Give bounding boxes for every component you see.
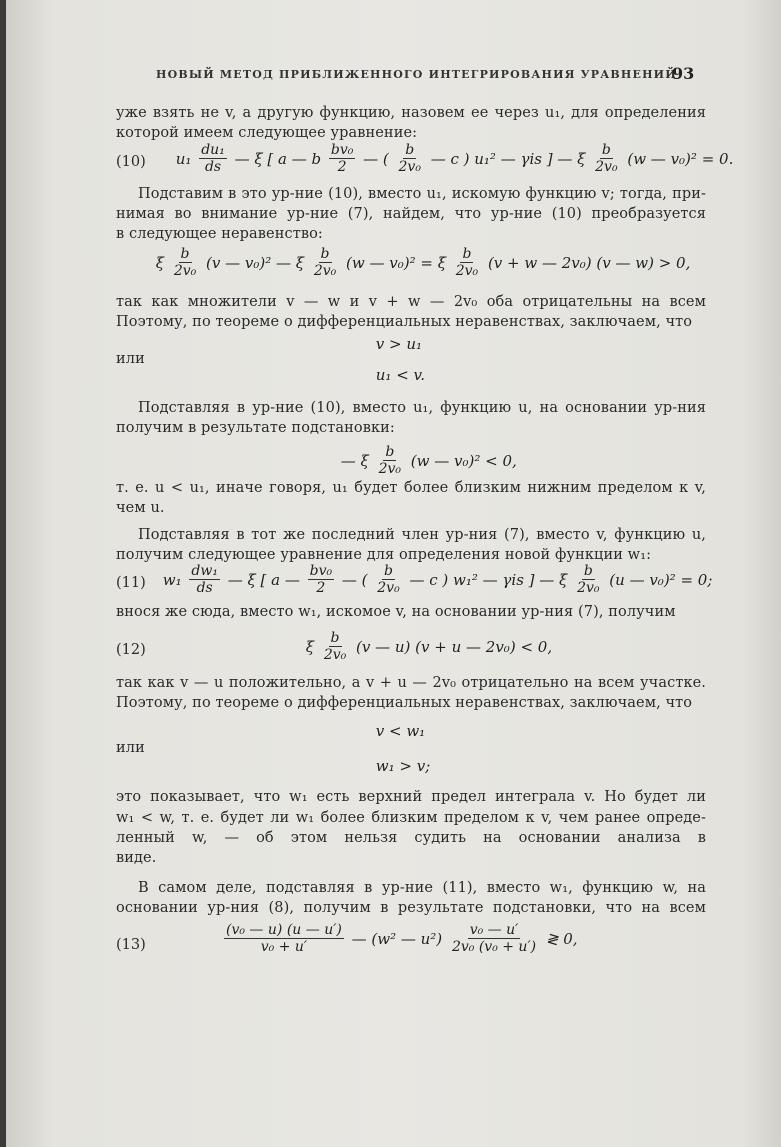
equation-13 [221,922,582,955]
text-line: в следующее неравенство: [116,226,323,242]
equation-term: (v — v₀)² — ξ [201,253,309,272]
equation-term: ≷ 0, [541,929,583,948]
inequality-2 [336,444,522,477]
fraction [329,142,355,175]
text-line: т. е. u < u₁, иначе говоря, u₁ будет более близким нижним пределом к v, [116,480,706,496]
fraction-numerator: b [405,142,415,158]
equation-number: (10) [116,154,146,170]
equation-term: v > u₁ [371,335,427,353]
equation-term: — ξ [ a — [222,570,305,589]
equation-term: u₁ [171,149,197,168]
fraction-denominator: v₀ + u′ [260,939,308,955]
text-line: так как v — u положительно, а v + u — 2v₀ отрицательно на всем участке. [116,675,706,691]
relation-w1-gt-v [371,757,435,775]
fraction-denominator: 2v₀ [173,263,197,279]
equation-11 [158,563,717,596]
fraction [450,922,538,955]
text-line: Поэтому, по теореме о дифференциальных неравенствах, заключаем, что [116,314,693,330]
equation-term: — c ) w₁² — γis ] — ξ [404,570,573,589]
text-line: получим в результате подстановки: [116,420,395,436]
text-line: В самом деле, подставляя в ур-ние (11), вместо w₁, функцию w, на [138,880,706,896]
equation-term: (w — v₀)² = ξ [341,253,451,272]
page-number: 93 [672,64,695,83]
text-line: чем u. [116,500,165,516]
equation-term: ξ [301,637,319,656]
fraction-numerator: du₁ [201,142,225,158]
equation-number: (12) [116,642,146,658]
fraction-numerator: v₀ — u′ [469,922,519,938]
equation-term: (w — v₀)² = 0. [622,149,739,168]
fraction-denominator: 2v₀ [377,580,400,596]
equation-term: v < w₁ [371,722,430,740]
text-line: w₁ < w, т. е. будет ли w₁ более близким пределом к v, чем ранее опреде- [116,810,706,826]
fraction [308,563,334,596]
fraction-denominator: 2 [316,580,326,596]
fraction-denominator: ds [204,159,222,175]
fraction [189,563,220,596]
text-line: получим следующее уравнение для определения новой функции w₁: [116,547,652,563]
equation-term: — ξ [336,451,374,470]
equation-term: — ξ [ a — b [229,149,326,168]
equation-12 [301,630,557,663]
fraction-numerator: bv₀ [309,563,333,579]
text-line: Подставляя в ур-ние (10), вместо u₁, функцию u, на основании ур-ния [138,400,706,416]
fraction [322,630,348,663]
fraction-numerator: b [583,563,593,579]
fraction [224,922,344,955]
running-title: НОВЫЙ МЕТОД ПРИБЛИЖЕННОГО ИНТЕГРИРОВАНИЯ УРАВНЕНИЙ [156,68,677,81]
fraction-numerator: bv₀ [330,142,354,158]
fraction [397,142,423,175]
fraction-denominator: 2v₀ [455,263,479,279]
text-line: или [116,351,145,367]
equation-term: — ( [337,570,373,589]
fraction-numerator: b [180,246,190,262]
fraction-denominator: 2v₀ [378,461,402,477]
equation-term: u₁ < v. [371,366,430,384]
fraction-numerator: b [462,246,472,262]
fraction-denominator: 2v₀ [577,580,600,596]
relation-v-lt-w1 [371,722,430,740]
fraction [575,563,601,596]
equation-term: (v + w — 2v₀) (v — w) > 0, [483,253,696,272]
fraction [199,142,227,175]
text-line: Поэтому, по теореме о дифференциальных неравенствах, заключаем, что [116,695,693,711]
equation-term: — ( [358,149,394,168]
relation-u1-lt-v [371,366,430,384]
equation-number: (13) [116,937,146,953]
text-line: уже взять не v, а другую функцию, назовем ее через u₁, для определения [116,105,706,121]
equation-term: w₁ [158,570,187,589]
fraction-denominator: 2v₀ [323,647,347,663]
fraction-denominator: 2v₀ [398,159,421,175]
fraction-denominator: 2v₀ [313,263,337,279]
fraction-numerator: b [601,142,611,158]
fraction-denominator: ds [196,580,213,596]
fraction [375,563,401,596]
text-line: которой имеем следующее уравнение: [116,125,418,141]
equation-number: (11) [116,575,146,591]
equation-term: — (w² — u²) [346,929,447,948]
text-line: это показывает, что w₁ есть верхний предел интеграла v. Но будет ли [116,789,706,805]
text-line: или [116,740,145,756]
text-line: нимая во внимание ур-ние (7), найдем, что ур-ние (10) преобразуется [116,206,706,222]
fraction-numerator: dw₁ [191,563,218,579]
equation-term: (w — v₀)² < 0, [406,451,522,470]
fraction-numerator: b [320,246,330,262]
text-line: основании ур-ния (8), получим в результате подстановки, что на всем [116,900,706,916]
fraction-numerator: b [330,630,340,646]
fraction-numerator: b [384,563,393,579]
equation-term: (v — u) (v + u — 2v₀) < 0, [351,637,557,656]
fraction-denominator: 2v₀ (v₀ + u′) [451,939,537,955]
text-line: ленный w, — об этом нельзя судить на основании анализа в [116,830,706,846]
equation-term: — c ) u₁² — γis ] — ξ [425,149,591,168]
equation-10 [171,142,738,175]
text-line: Подставляя в тот же последний член ур-ния (7), вместо v, функцию u, [138,527,706,543]
equation-term: ξ [151,253,169,272]
fraction-numerator: (v₀ — u) (u — u′) [226,922,342,938]
fraction [312,246,338,279]
book-page [6,0,781,1147]
fraction-denominator: 2 [337,159,347,175]
text-line: Подставим в это ур-ние (10), вместо u₁, искомую функцию v; тогда, при- [138,186,706,202]
text-line: внося же сюда, вместо w₁, искомое v, на основании ур-ния (7), получим [116,604,676,620]
fraction [377,444,403,477]
inequality-1 [151,246,695,279]
text-line: виде. [116,850,157,866]
fraction [454,246,480,279]
fraction [172,246,198,279]
fraction [593,142,619,175]
equation-term: (u — v₀)² = 0; [604,570,718,589]
text-line: так как множители v — w и v + w — 2v₀ оба отрицательны на всем [116,294,706,310]
equation-term: w₁ > v; [371,757,436,775]
fraction-denominator: 2v₀ [595,159,618,175]
fraction-numerator: b [385,444,395,460]
